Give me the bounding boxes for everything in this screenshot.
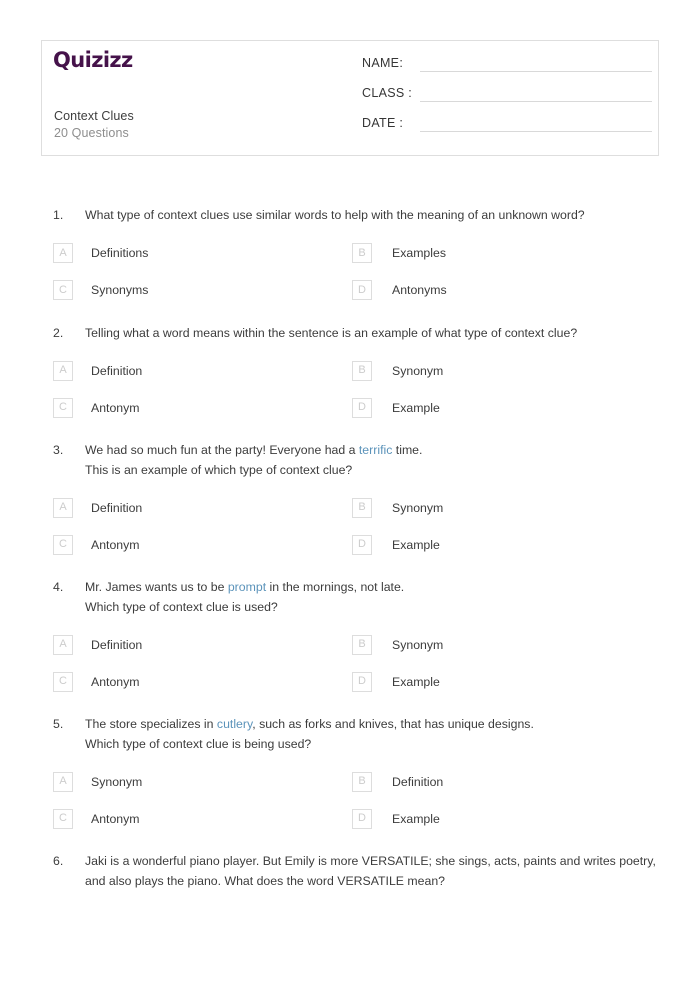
answer-option-d[interactable] — [358, 272, 662, 309]
header-left-section — [53, 41, 353, 155]
field-row-date — [362, 115, 652, 145]
answer-option-c[interactable] — [53, 272, 358, 309]
answer-option-a[interactable] — [53, 489, 358, 526]
answer-option-b[interactable] — [358, 626, 662, 663]
option-label: Example — [392, 811, 440, 826]
name-field-label: NAME: — [362, 56, 404, 70]
option-letter-box[interactable]: D — [352, 672, 372, 692]
question-number: 5. — [53, 717, 64, 731]
field-row-class — [362, 85, 652, 115]
question-text-segment: in the mornings, not late. — [266, 580, 405, 594]
question-text — [85, 578, 657, 617]
answer-option-b[interactable] — [358, 763, 662, 800]
highlighted-vocab-word: terrific — [358, 443, 393, 457]
date-field-label: DATE : — [362, 116, 404, 130]
option-label: Definition — [91, 637, 143, 652]
answer-options — [53, 763, 662, 837]
option-label: Antonym — [91, 811, 140, 826]
worksheet-header-card — [41, 40, 659, 156]
option-letter-box[interactable]: B — [352, 243, 372, 263]
option-letter-box[interactable]: A — [53, 772, 73, 792]
option-letter-box[interactable]: B — [352, 361, 372, 381]
question-number: 4. — [53, 580, 64, 594]
question-block — [0, 441, 700, 563]
option-label: Definition — [392, 774, 444, 789]
question-block — [0, 852, 700, 891]
highlighted-vocab-word: cutlery — [216, 717, 253, 731]
question-block — [0, 578, 700, 700]
option-label: Definition — [91, 500, 143, 515]
question-block — [0, 324, 700, 427]
option-label: Synonyms — [91, 283, 149, 297]
question-text-segment: Mr. James wants us to be — [85, 580, 228, 594]
answer-option-a[interactable] — [53, 352, 358, 389]
option-letter-box[interactable]: A — [53, 635, 73, 655]
question-text-segment: This is an example of which type of context clue? — [85, 462, 353, 477]
answer-option-b[interactable] — [358, 235, 662, 272]
answer-option-c[interactable] — [53, 526, 358, 563]
option-letter-box[interactable]: C — [53, 398, 73, 418]
student-info-fields — [362, 55, 652, 145]
option-label: Definition — [91, 363, 143, 378]
option-label: Antonym — [91, 537, 140, 552]
option-label: Examples — [392, 246, 446, 260]
question-text-segment: Telling what a word means within the sentence is an example of what type of context clue? — [85, 325, 578, 340]
question-block — [0, 715, 700, 837]
quiz-title: Context Clues — [54, 109, 134, 123]
question-number: 2. — [53, 325, 64, 340]
date-field-input[interactable] — [420, 115, 652, 132]
question-text — [85, 852, 657, 891]
question-spacer — [0, 891, 700, 906]
question-text-segment: We had so much fun at the party! Everyone had a — [85, 443, 359, 457]
option-label: Antonyms — [392, 283, 447, 297]
answer-option-a[interactable] — [53, 235, 358, 272]
question-text-segment: Which type of context clue is being used? — [85, 736, 312, 751]
answer-option-b[interactable] — [358, 489, 662, 526]
answer-options — [53, 235, 662, 309]
question-text-segment: Jaki is a wonderful piano player. But Emily is more VERSATILE; she sings, acts, paints and writes poetry, and also plays the piano. What does the word VERSATILE mean? — [85, 854, 656, 888]
question-spacer — [0, 426, 700, 441]
name-field-input[interactable] — [420, 55, 652, 72]
option-label: Synonym — [392, 637, 444, 652]
option-letter-box[interactable]: A — [53, 243, 73, 263]
option-letter-box[interactable]: C — [53, 672, 73, 692]
question-text — [85, 715, 657, 754]
answer-option-d[interactable] — [358, 800, 662, 837]
option-letter-box[interactable]: B — [352, 772, 372, 792]
question-text-segment: time. — [392, 443, 423, 457]
option-letter-box[interactable]: D — [352, 280, 372, 300]
option-label: Antonym — [91, 400, 140, 415]
question-number: 6. — [53, 854, 64, 868]
question-number: 1. — [53, 208, 64, 222]
answer-option-c[interactable] — [53, 663, 358, 700]
question-text-segment: The store specializes in — [85, 717, 217, 731]
answer-option-a[interactable] — [53, 763, 358, 800]
option-label: Example — [392, 537, 440, 552]
answer-option-c[interactable] — [53, 800, 358, 837]
option-label: Definitions — [91, 246, 149, 260]
question-spacer — [0, 563, 700, 578]
option-letter-box[interactable]: C — [53, 280, 73, 300]
question-block — [0, 206, 700, 309]
option-letter-box[interactable]: D — [352, 535, 372, 555]
answer-options — [53, 352, 662, 426]
answer-options — [53, 626, 662, 700]
option-label: Example — [392, 400, 440, 415]
option-letter-box[interactable]: D — [352, 809, 372, 829]
answer-option-b[interactable] — [358, 352, 662, 389]
question-text-segment: What type of context clues use similar words to help with the meaning of an unknown word? — [85, 208, 585, 222]
questions-list — [0, 206, 700, 906]
question-spacer — [0, 700, 700, 715]
question-text — [85, 324, 657, 344]
answer-option-d[interactable] — [358, 663, 662, 700]
option-letter-box[interactable]: C — [53, 809, 73, 829]
class-field-input[interactable] — [420, 85, 652, 102]
option-label: Synonym — [392, 500, 444, 515]
question-spacer — [0, 309, 700, 324]
question-number: 3. — [53, 443, 64, 457]
option-letter-box[interactable]: B — [352, 498, 372, 518]
question-text — [85, 206, 657, 226]
field-row-name — [362, 55, 652, 85]
option-label: Synonym — [91, 774, 143, 789]
answer-options — [53, 489, 662, 563]
class-field-label: CLASS : — [362, 86, 413, 100]
answer-option-d[interactable] — [358, 526, 662, 563]
option-letter-box[interactable]: B — [352, 635, 372, 655]
option-letter-box[interactable]: A — [53, 498, 73, 518]
option-label: Synonym — [392, 363, 444, 378]
question-spacer — [0, 837, 700, 852]
option-letter-box[interactable]: D — [352, 398, 372, 418]
option-label: Example — [392, 674, 440, 689]
option-letter-box[interactable]: C — [53, 535, 73, 555]
question-text-segment: , such as forks and knives, that has unique designs. — [252, 717, 534, 731]
quizizz-logo: Quizizz — [53, 48, 133, 72]
highlighted-vocab-word: prompt — [227, 580, 267, 594]
question-text-segment: Which type of context clue is used? — [85, 599, 278, 614]
option-label: Antonym — [91, 674, 140, 689]
answer-option-d[interactable] — [358, 389, 662, 426]
answer-option-a[interactable] — [53, 626, 358, 663]
answer-option-c[interactable] — [53, 389, 358, 426]
question-text — [85, 441, 657, 480]
option-letter-box[interactable]: A — [53, 361, 73, 381]
question-count-label: 20 Questions — [54, 126, 129, 140]
